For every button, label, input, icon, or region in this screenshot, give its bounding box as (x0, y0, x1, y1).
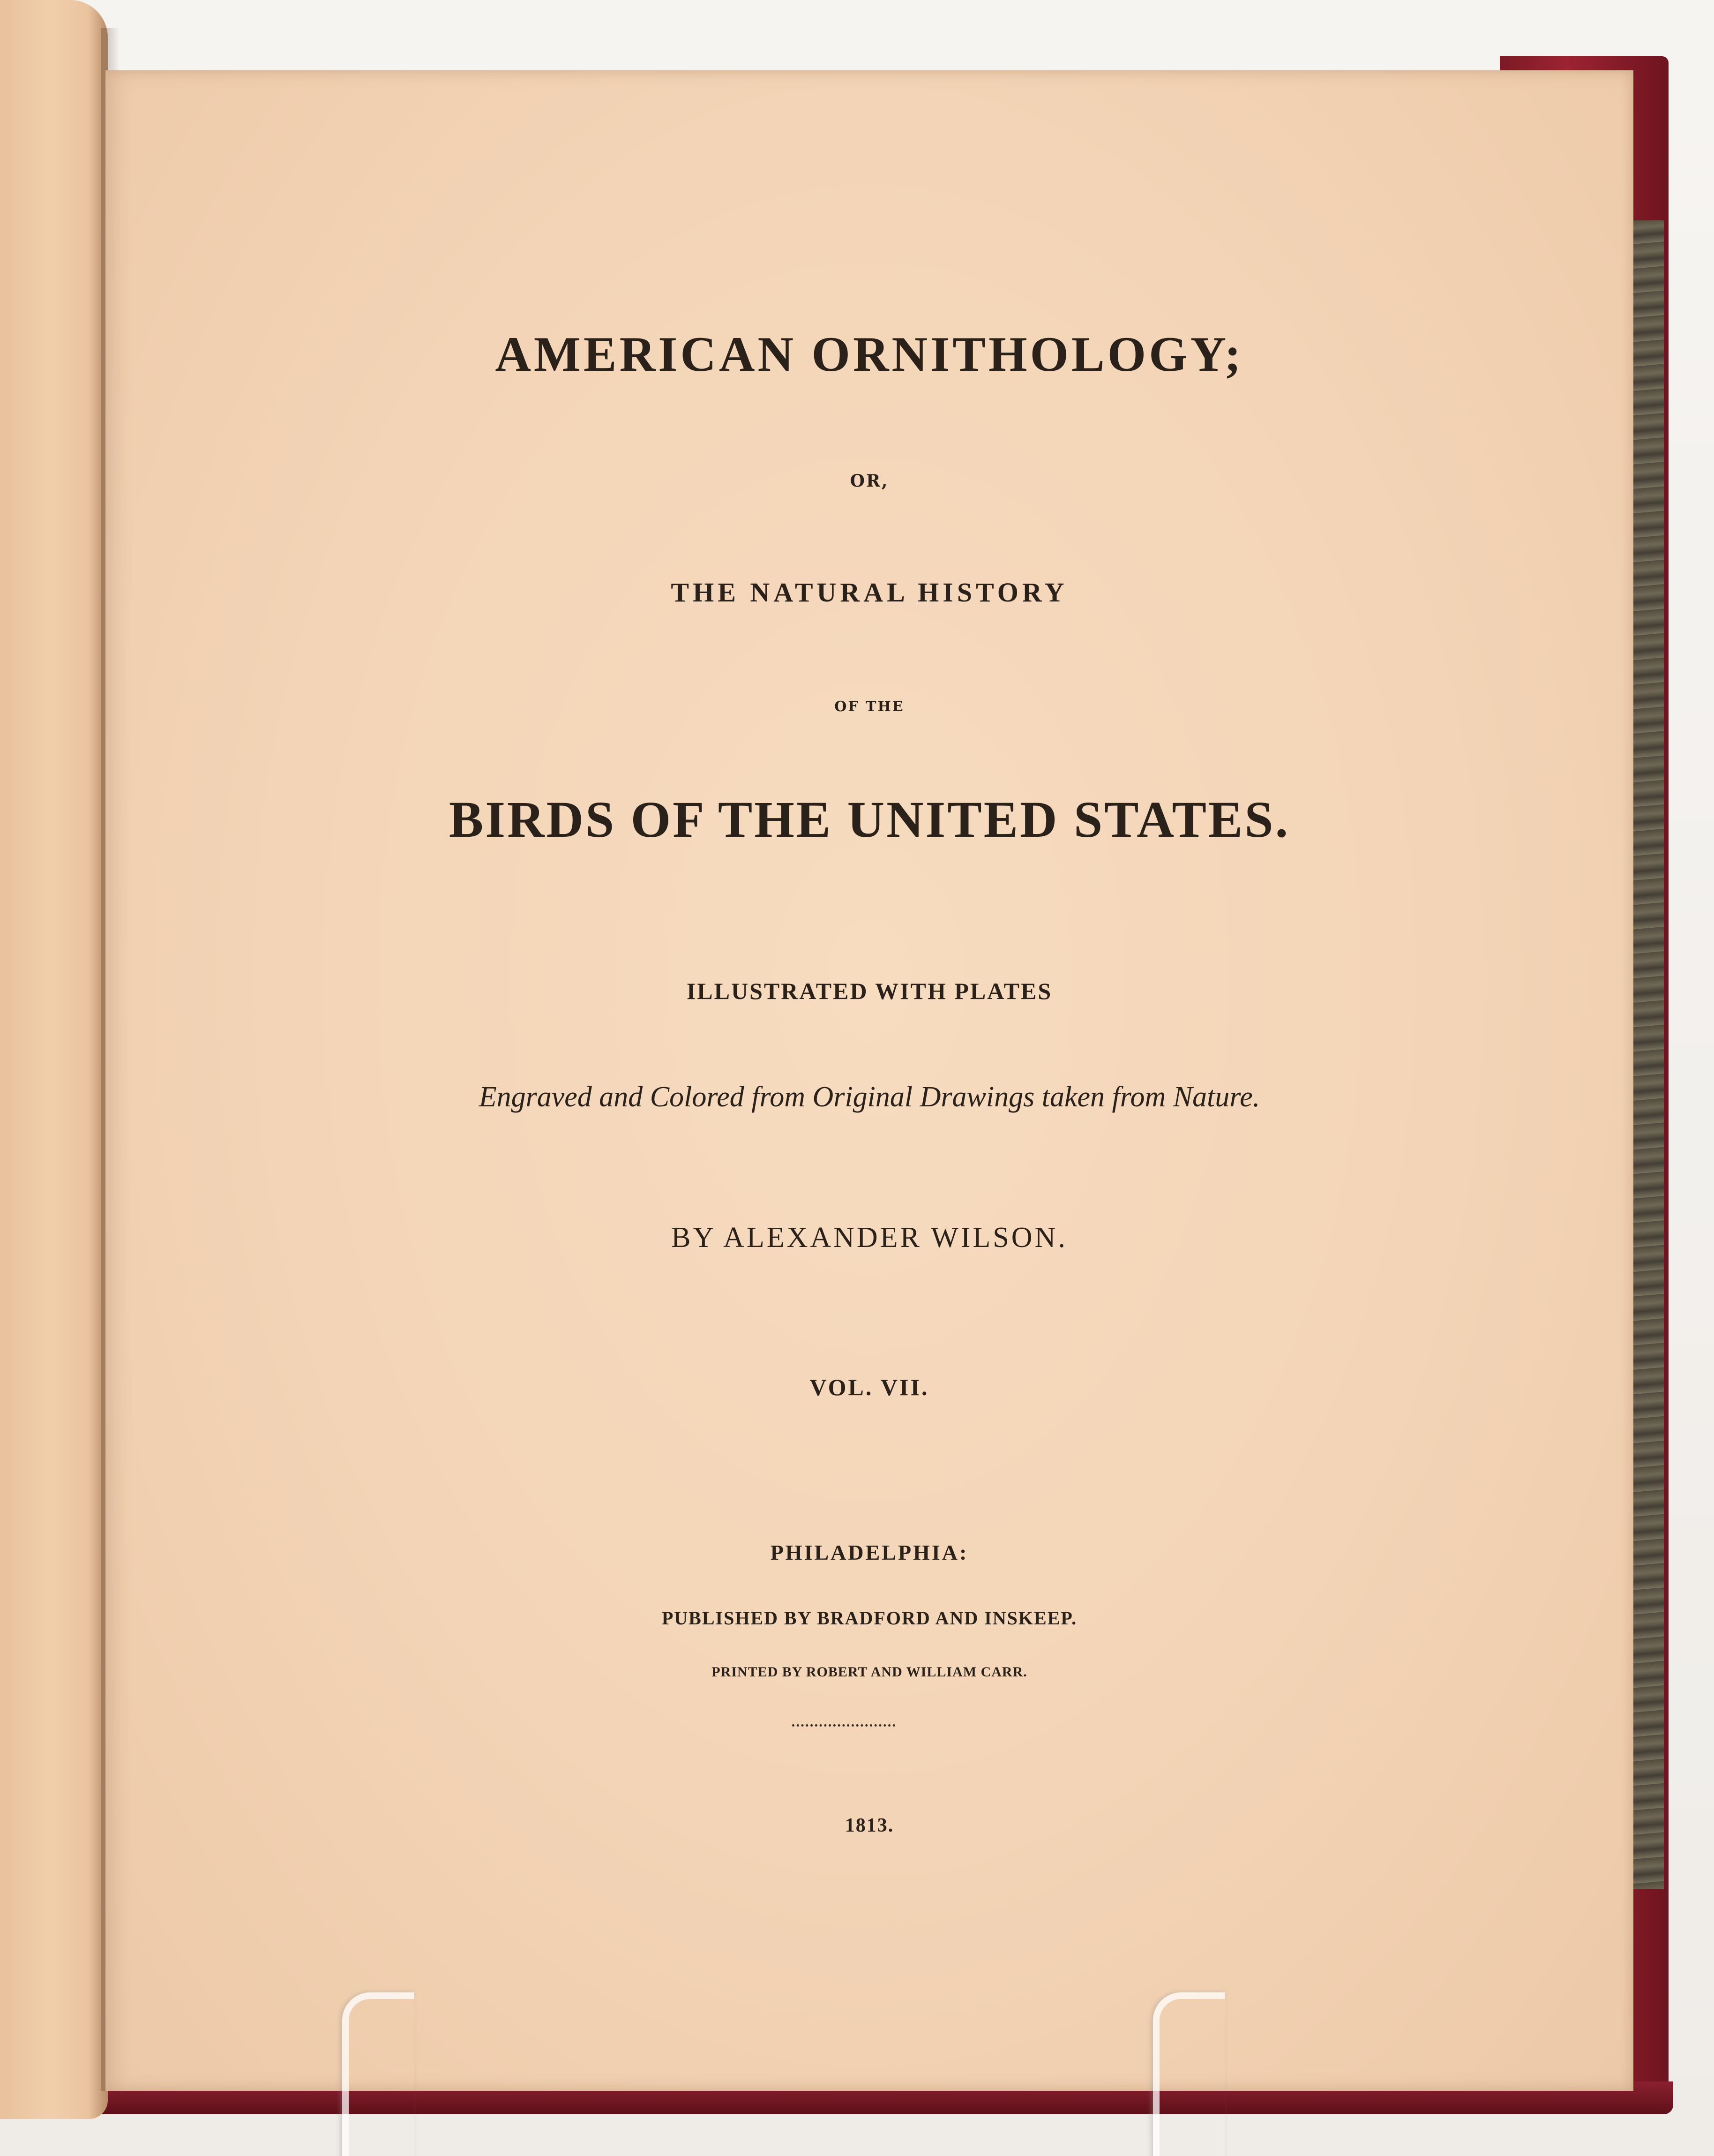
book-stand-right-arm (1153, 1992, 1225, 2156)
left-page (0, 0, 108, 2119)
engraved-line: Engraved and Colored from Original Drawings taken from Nature. (479, 1081, 1260, 1113)
imprint-publisher: PUBLISHED BY BRADFORD AND INSKEEP. (661, 1608, 1078, 1629)
subtitle-birds: BIRDS OF THE UNITED STATES. (449, 791, 1290, 848)
of-the-line: OF THE (834, 699, 905, 715)
dotted-rule (792, 1724, 895, 1727)
imprint-printer: PRINTED BY ROBERT AND WILLIAM CARR. (711, 1664, 1027, 1680)
book-stand-left-arm (342, 1992, 414, 2156)
volume-line: VOL. VII. (809, 1374, 929, 1400)
imprint-city: PHILADELPHIA: (770, 1540, 969, 1564)
imprint-year: 1813. (845, 1815, 894, 1836)
author-line: BY ALEXANDER WILSON. (671, 1222, 1068, 1254)
or-line: OR, (850, 471, 889, 491)
subtitle-natural-history: THE NATURAL HISTORY (671, 577, 1068, 608)
title-page (105, 70, 1633, 2091)
main-title: AMERICAN ORNITHOLOGY; (495, 327, 1244, 382)
illustrated-line: ILLUSTRATED WITH PLATES (686, 978, 1053, 1004)
